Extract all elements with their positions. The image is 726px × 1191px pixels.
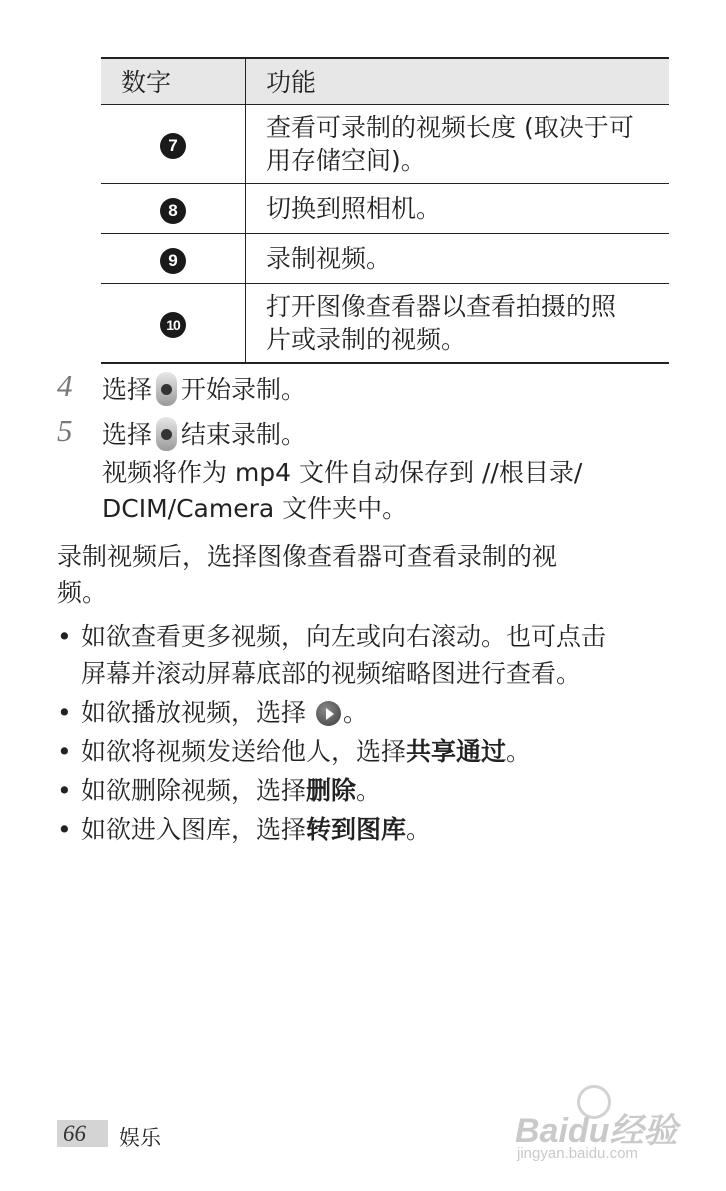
share-via-label: 共享通过: [406, 737, 507, 766]
table-header-row: [101, 58, 669, 104]
number-badge: 7: [160, 133, 186, 159]
page-number: 66: [57, 1120, 108, 1147]
list-item: • 如欲进入图库，选择转到图库。: [57, 811, 677, 848]
list-item: • 如欲查看更多视频，向左或向右滚动。也可点击 屏幕并滚动屏幕底部的视频缩略图进行查看。: [57, 618, 677, 692]
go-to-gallery-label: 转到图库: [306, 815, 407, 844]
view-paragraph: 录制视频后，选择图像查看器可查看录制的视 频。: [57, 542, 558, 607]
step-number: 5: [57, 413, 73, 448]
number-badge: 9: [160, 248, 186, 274]
section-name: 娱乐: [119, 1126, 161, 1150]
row-function-text: 录制视频。: [266, 243, 392, 273]
row-function-text: 切换到照相机。: [266, 193, 442, 223]
bullet-icon: •: [57, 622, 72, 651]
header-number: 数字: [101, 58, 246, 104]
bullet-icon: •: [57, 815, 72, 844]
record-button-icon: [156, 372, 177, 406]
header-function: 功能: [266, 68, 317, 98]
play-icon: [316, 701, 341, 726]
row-function-text: 打开图像查看器以查看拍摄的照 片或录制的视频。: [266, 291, 617, 354]
table-row: [101, 283, 669, 363]
table-row: [101, 233, 669, 283]
bullet-icon: •: [57, 776, 72, 805]
bullet-icon: •: [57, 698, 72, 727]
list-item: • 如欲将视频发送给他人，选择共享通过。: [57, 733, 677, 770]
delete-label: 删除: [306, 776, 357, 805]
step-number: 4: [57, 368, 73, 403]
list-item: • 如欲播放视频，选择 。: [57, 694, 677, 731]
tips-list: [57, 618, 677, 850]
number-badge: 8: [160, 198, 186, 224]
record-button-icon: [156, 417, 177, 451]
row-function-text: 查看可录制的视频长度 (取决于可 用存储空间)。: [266, 112, 634, 175]
function-table: [101, 57, 669, 364]
number-badge: 10: [160, 312, 186, 338]
list-item: • 如欲删除视频，选择删除。: [57, 772, 677, 809]
table-row: [101, 104, 669, 183]
baidu-watermark: [515, 1085, 695, 1170]
bullet-icon: •: [57, 737, 72, 766]
watermark-url: jingyan.baidu.com: [517, 1145, 638, 1162]
watermark-logo: Baidu经验: [515, 1112, 678, 1150]
save-location-note: 视频将作为 mp4 文件自动保存到 //根目录/ DCIM/Camera 文件夹中。: [102, 458, 583, 523]
table-row: [101, 183, 669, 233]
